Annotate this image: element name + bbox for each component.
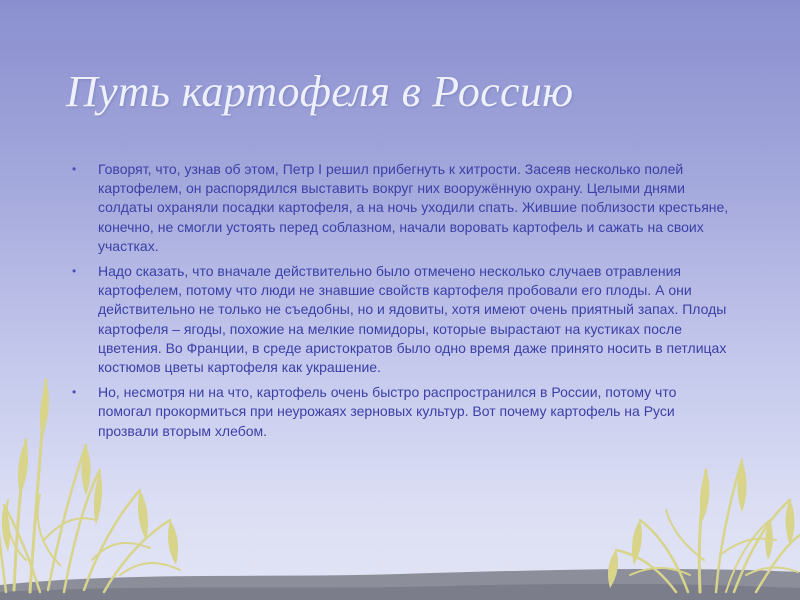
bullet-item — [72, 383, 732, 441]
bullet-dot-icon: • — [72, 385, 77, 400]
wheat-head — [786, 500, 795, 545]
wheat-head — [608, 550, 618, 588]
bullet-text: Говорят, что, узнав об этом, Петр I решил прибегнуть к хитрости. Засеяв несколько полей картофелем, он распорядился выставить вокруг них вооружённую охрану. Целыми днями солдаты охраняли посадки картофеля, а на ночь уходили спать. Жившие поблизости крестьяне, конечно, не смогли устоять перед соблазном, начали воровать картофель и сажать на своих участках. — [98, 161, 729, 254]
slide-title: Путь картофеля в Россию — [66, 67, 574, 116]
wheat-head — [168, 520, 178, 565]
wheat-stalk — [0, 505, 6, 592]
bullet-item — [72, 262, 732, 377]
bullet-list — [72, 160, 732, 447]
wheat-head — [2, 505, 10, 552]
wheat-head — [18, 440, 28, 495]
wheat-stalk — [4, 505, 40, 592]
wheat-stalk — [30, 380, 46, 592]
bullet-dot-icon: • — [72, 162, 77, 176]
wheat-stalk — [756, 535, 800, 592]
bullet-text: Но, несмотря ни на что, картофель очень быстро распространился в России, потому что помогал прокормиться при неурожаях зерновых культур. Вот почему картофель на Руси прозвали вторым хлебом. — [98, 384, 677, 439]
wheat-stalk — [716, 460, 742, 592]
wheat-head — [738, 460, 747, 512]
ground-strip — [0, 569, 800, 600]
wheat-stalk — [84, 490, 140, 590]
wheat-head — [82, 445, 91, 496]
wheat-head — [632, 520, 642, 565]
wheat-stalk — [726, 520, 770, 592]
wheat-stalk — [104, 520, 170, 592]
bullet-text: Надо сказать, что вначале действительно было отмечено несколько случаев отравления картофелем, потому что люди не знавшие свойств картофеля пробовали его плоды. А они действительно не только не съедобны, но и ядовиты, хотя имеют очень приятный запах. Плоды картофеля – ягоды, похожие на мелкие помидоры, которые вырастают на кустиках после цветения. Во Франции, в среде аристократов было одно время даже принято носить в петлицах костюмов цветы картофеля как украшение. — [98, 263, 727, 376]
wheat-stalk — [64, 470, 100, 592]
wheat-stalk — [616, 550, 676, 592]
wheat-head — [700, 470, 710, 522]
wheat-head — [94, 470, 102, 525]
wheat-stalk — [734, 500, 790, 592]
wheat-stalk — [48, 445, 86, 590]
wheat-stalk — [14, 440, 26, 590]
wheat-head — [765, 520, 773, 560]
wheat-head — [138, 490, 148, 540]
wheat-head — [40, 380, 49, 440]
wheat-stalk — [699, 470, 706, 592]
wheat-stalk — [640, 520, 688, 592]
bullet-dot-icon: • — [72, 264, 77, 279]
bullet-item — [72, 160, 732, 256]
